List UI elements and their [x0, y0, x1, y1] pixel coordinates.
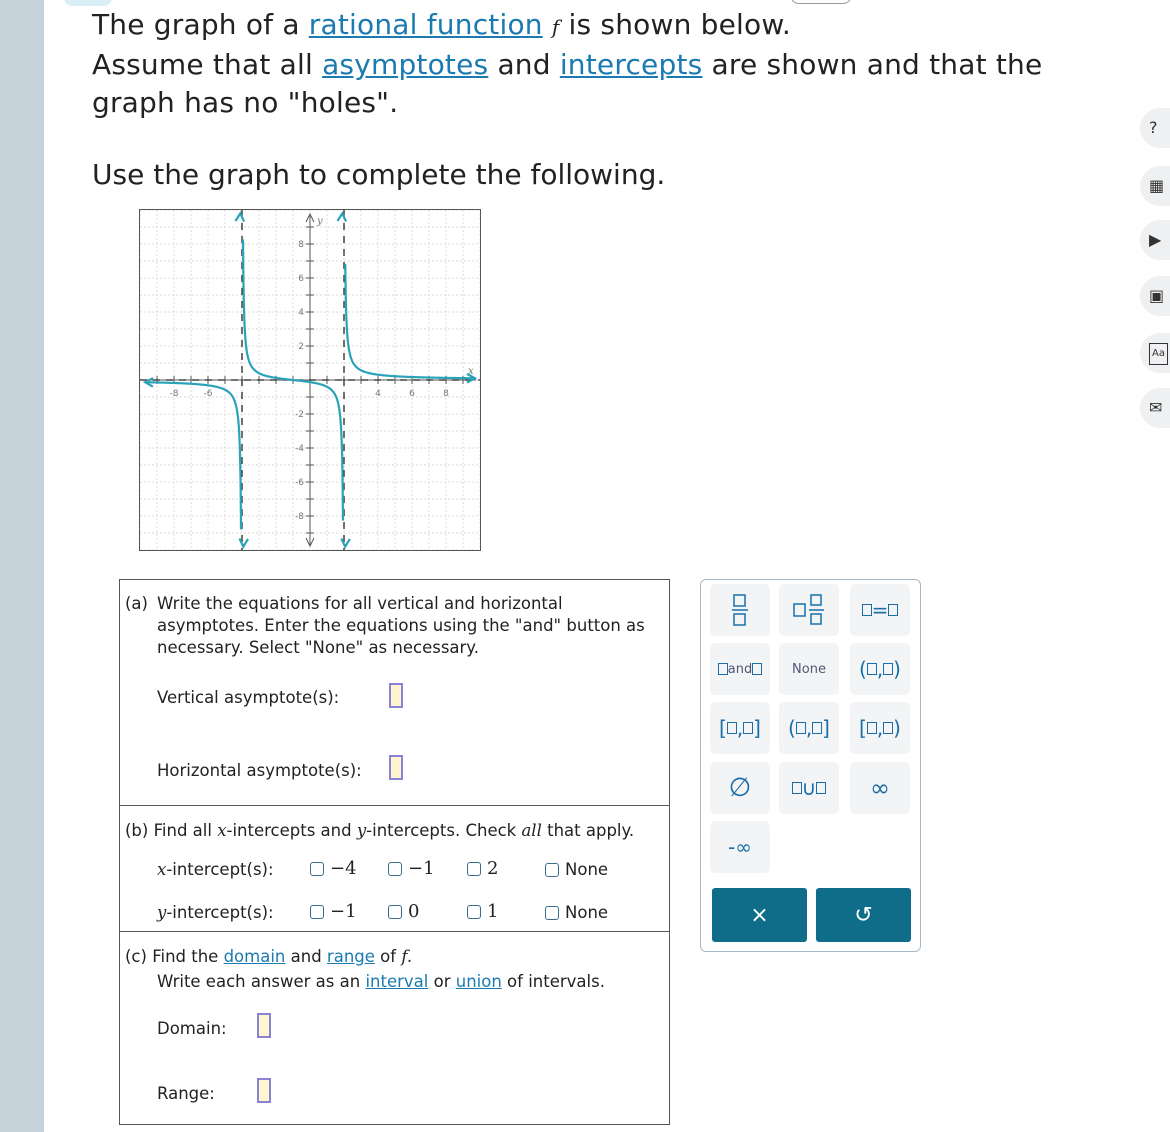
part-c-line1: (c) Find the domain and range of f.: [125, 947, 413, 966]
calculator-icon: ▦: [1149, 176, 1165, 195]
part-b-prompt: (b) Find all x-intercepts and y-intercepts. Check all that apply.: [125, 821, 635, 840]
divider: [120, 931, 669, 932]
curve-arrow: [239, 538, 248, 546]
graph-canvas: [140, 210, 480, 550]
y-tick-label: 4: [298, 308, 304, 318]
calculator-tool[interactable]: [1140, 166, 1170, 206]
union-key[interactable]: ∪: [779, 762, 839, 814]
none-key[interactable]: None: [779, 643, 839, 695]
vertical-asymptote-label: Vertical asymptote(s):: [157, 688, 340, 707]
function-graph: [139, 209, 481, 551]
interval-link[interactable]: interval: [365, 972, 429, 991]
x-tick-label: 8: [443, 389, 449, 399]
x-tick-label: -8: [169, 389, 179, 399]
y-intercept-label: y-intercept(s):: [157, 903, 274, 922]
clear-button[interactable]: ×: [712, 888, 807, 942]
x-intercept-option-none[interactable]: None: [545, 860, 608, 879]
rational-function-link[interactable]: rational function: [308, 8, 543, 41]
domain-link[interactable]: domain: [223, 947, 286, 966]
x-tick-label: 4: [375, 389, 381, 399]
half-open-left-key[interactable]: ( , ]: [779, 702, 839, 754]
checkbox[interactable]: [545, 863, 559, 877]
x-intercept-option-neg4[interactable]: −4: [310, 858, 357, 879]
help-tool[interactable]: [1140, 108, 1170, 148]
horizontal-asymptote-input[interactable]: [389, 755, 403, 780]
y-intercept-option-neg1[interactable]: −1: [310, 901, 357, 922]
asymptotes-link[interactable]: asymptotes: [322, 48, 489, 81]
range-link[interactable]: range: [326, 947, 375, 966]
range-input[interactable]: [257, 1078, 271, 1103]
vertical-asymptote-input[interactable]: [389, 683, 403, 708]
part-a-line2: asymptotes. Enter the equations using the "and" button as: [157, 616, 645, 635]
domain-label: Domain:: [157, 1019, 227, 1038]
message-tool[interactable]: [1140, 388, 1170, 428]
math-keypad: [700, 579, 921, 952]
union-link[interactable]: union: [455, 972, 502, 991]
curve-arrow: [341, 538, 350, 546]
x-intercept-option-neg1[interactable]: −1: [388, 858, 435, 879]
x-axis-label: x: [468, 366, 474, 377]
domain-input[interactable]: [257, 1013, 271, 1038]
left-rail: [0, 0, 44, 1132]
book-tool[interactable]: [1140, 276, 1170, 316]
curve-right-branch: [345, 264, 475, 378]
y-tick-label: 2: [298, 342, 304, 352]
y-tick-label: -4: [295, 444, 304, 454]
y-intercept-option-1[interactable]: 1: [467, 901, 498, 922]
book-icon: ▣: [1149, 286, 1165, 305]
undo-button[interactable]: ↺: [816, 888, 911, 942]
divider: [120, 805, 669, 806]
horizontal-asymptote-label: Horizontal asymptote(s):: [157, 761, 362, 780]
checkbox[interactable]: [467, 862, 481, 876]
y-intercept-option-0[interactable]: 0: [388, 901, 419, 922]
video-tool[interactable]: [1140, 220, 1170, 260]
checkbox[interactable]: [388, 862, 402, 876]
x-intercept-label: x-intercept(s):: [157, 860, 274, 879]
top-pill-button[interactable]: [790, 0, 852, 4]
textbook-tool[interactable]: [1140, 333, 1170, 373]
y-tick-label: -8: [295, 512, 304, 522]
range-label: Range:: [157, 1084, 215, 1103]
y-tick-label: -2: [295, 410, 304, 420]
part-c-line2: Write each answer as an interval or union of intervals.: [157, 972, 605, 991]
negative-infinity-key[interactable]: -∞: [710, 821, 770, 873]
video-icon: ▶: [1149, 230, 1162, 249]
x-tick-label: 6: [409, 389, 415, 399]
checkbox[interactable]: [310, 862, 324, 876]
x-tick-label: -6: [203, 389, 213, 399]
checkbox[interactable]: [545, 906, 559, 920]
empty-set-key[interactable]: ∅: [710, 762, 770, 814]
part-a-label: (a): [125, 594, 148, 613]
y-tick-label: -6: [295, 478, 304, 488]
open-interval-key[interactable]: ( , ): [850, 643, 910, 695]
curve-left-branch: [145, 382, 241, 529]
x-intercept-option-2[interactable]: 2: [467, 858, 498, 879]
infinity-key[interactable]: ∞: [850, 762, 910, 814]
y-tick-label: 6: [298, 274, 304, 284]
y-axis-label: y: [317, 216, 323, 227]
help-icon: ?: [1149, 118, 1158, 137]
fraction-key[interactable]: [710, 584, 770, 636]
message-icon: ✉: [1149, 398, 1163, 417]
part-a-line1: Write the equations for all vertical and horizontal: [157, 594, 563, 613]
y-intercept-option-none[interactable]: None: [545, 903, 608, 922]
and-key[interactable]: and: [710, 643, 770, 695]
checkbox[interactable]: [310, 905, 324, 919]
mixed-number-key[interactable]: [779, 584, 839, 636]
y-tick-label: 8: [298, 240, 304, 250]
intercepts-link[interactable]: intercepts: [559, 48, 703, 81]
textbook-icon: Aa: [1149, 343, 1168, 365]
checkbox[interactable]: [467, 905, 481, 919]
half-open-right-key[interactable]: [ , ): [850, 702, 910, 754]
part-a-line3: necessary. Select "None" as necessary.: [157, 638, 479, 657]
equals-key[interactable]: =: [850, 584, 910, 636]
problem-intro: The graph of a rational function f is shown below. Assume that all asymptotes and intercepts are shown and that the graph has no "holes".: [92, 8, 1043, 119]
curve-arrow: [235, 213, 244, 221]
question-panel: [119, 579, 670, 1125]
instruction-text: Use the graph to complete the following.: [92, 158, 666, 191]
curve-arrow: [337, 213, 346, 221]
closed-interval-key[interactable]: [ , ]: [710, 702, 770, 754]
checkbox[interactable]: [388, 905, 402, 919]
